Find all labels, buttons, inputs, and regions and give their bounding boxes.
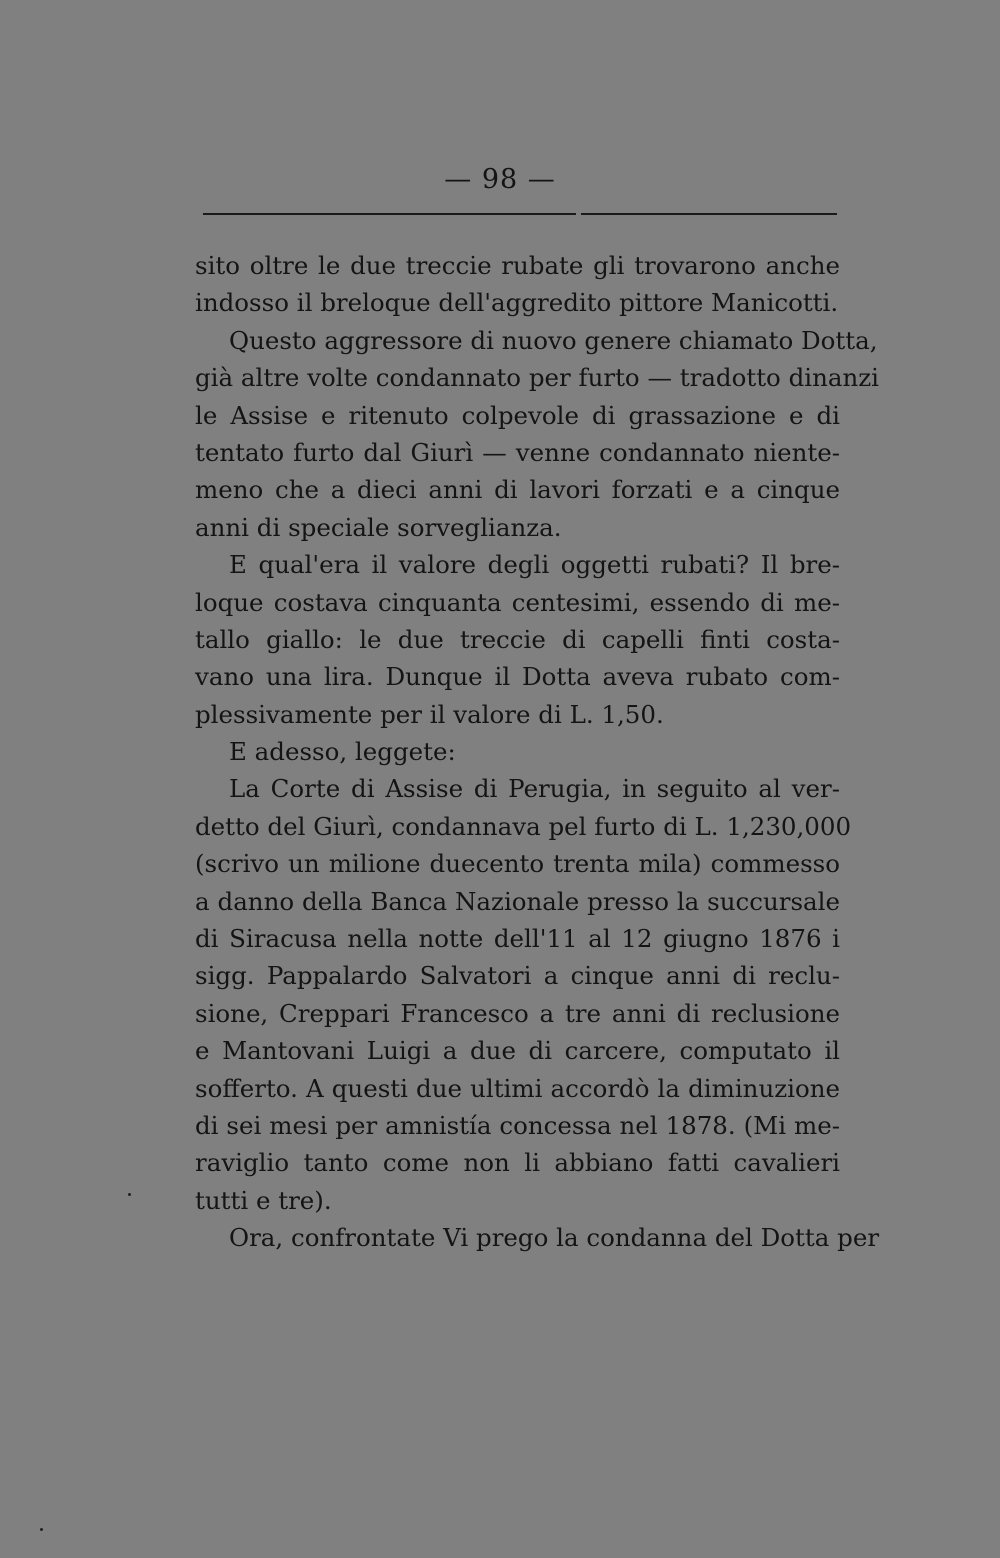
text-line: loque costava cinquanta centesimi, essendo di me-	[195, 587, 840, 617]
text-line: sito oltre le due treccie rubate gli trovarono anche	[195, 251, 840, 280]
text-line: E adesso, leggete:	[229, 737, 456, 767]
text-line: (scrivo un milione duecento trenta mila) commesso	[195, 849, 840, 879]
text-line: detto del Giurì, condannava pel furto di L. 1,230,000	[195, 811, 852, 841]
text-line: le Assise e ritenuto colpevole di grassazione e di	[195, 400, 840, 430]
text-line: E qual'era il valore degli oggetti rubati? Il bre-	[229, 550, 840, 580]
text-line: già altre volte condannato per furto — tradotto dinanzi	[195, 363, 880, 393]
text-line: indosso il breloque dell'aggredito pittore Manicotti.	[195, 288, 839, 318]
paper-speck	[40, 1528, 43, 1531]
text-line: a danno della Banca Nazionale presso la succursale	[195, 886, 840, 916]
text-line: sofferto. A questi due ultimi accordò la diminuzione	[195, 1073, 840, 1103]
page-number: — 98 —	[444, 164, 556, 195]
text-line: raviglio tanto come non li abbiano fatti cavalieri	[195, 1148, 840, 1178]
text-line: tallo giallo: le due treccie di capelli finti costa-	[195, 624, 840, 654]
text-line: e Mantovani Luigi a due di carcere, computato il	[195, 1036, 840, 1066]
text-line: meno che a dieci anni di lavori forzati e a cinque	[195, 475, 840, 505]
text-line: vano una lira. Dunque il Dotta aveva rubato com-	[195, 662, 840, 692]
text-line: Ora, confrontate Vi prego la condanna del Dotta per	[229, 1223, 880, 1253]
text-line: di Siracusa nella notte dell'11 al 12 giugno 1876 i	[195, 924, 840, 954]
text-line: plessivamente per il valore di L. 1,50.	[195, 699, 664, 729]
text-line: sigg. Pappalardo Salvatori a cinque anni di reclu-	[195, 961, 840, 991]
text-line: di sei mesi per amnistía concessa nel 1878. (Mi me-	[195, 1110, 840, 1140]
header-rule-left	[203, 213, 576, 215]
text-line: tentato furto dal Giurì — venne condannato niente-	[195, 437, 840, 467]
text-line: Questo aggressore di nuovo genere chiamato Dotta,	[229, 325, 878, 355]
text-line: La Corte di Assise di Perugia, in seguito al ver-	[229, 774, 840, 804]
text-line: anni di speciale sorveglianza.	[195, 512, 562, 542]
text-line: sione, Creppari Francesco a tre anni di reclusione	[195, 998, 840, 1028]
text-line: tutti e tre).	[195, 1185, 332, 1215]
body-text	[195, 247, 880, 1257]
header-rule-right	[581, 213, 837, 215]
paper-speck	[128, 1193, 131, 1196]
